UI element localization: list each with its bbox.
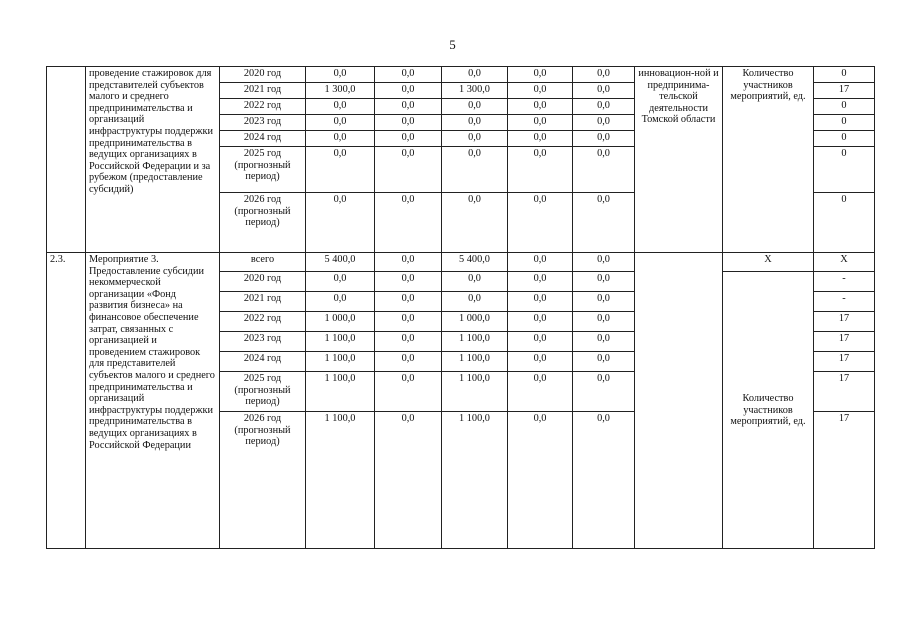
value-cell: 0,0 (573, 352, 635, 372)
indicator-name: Количество участников мероприятий, ед. (723, 272, 814, 549)
value-cell: 1 100,0 (442, 372, 508, 412)
year-cell: 2021 год (220, 83, 306, 99)
year-cell: 2021 год (220, 292, 306, 312)
value-cell: 0,0 (442, 99, 508, 115)
measure-name: Мероприятие 3. Предоставление субсидии некоммерческой организации «Фонд развития бизнеса» на финансовое обеспечение затрат, связанных с организацией и проведением стажировок для представителей субъектов малого и среднего предпринимательства и организаций инфраструктуры поддержки предпринимательства в ведущих организациях в Российской Федерации (86, 253, 220, 549)
value-cell: 1 100,0 (306, 352, 375, 372)
value-cell: 0,0 (442, 115, 508, 131)
value-cell: 0,0 (375, 67, 442, 83)
value-cell: 0,0 (508, 352, 573, 372)
value-cell: 0,0 (442, 193, 508, 253)
value-cell: 0,0 (306, 115, 375, 131)
row-number-cell: 2.3. (47, 253, 86, 549)
value-cell: 0,0 (375, 147, 442, 193)
value-cell: 0,0 (573, 193, 635, 253)
value-cell: 1 100,0 (442, 332, 508, 352)
value-cell: 0,0 (508, 147, 573, 193)
year-cell: 2026 год (прогнозный период) (220, 193, 306, 253)
value-cell: 0,0 (375, 131, 442, 147)
value-cell: 0,0 (375, 412, 442, 549)
value-cell: 1 100,0 (442, 412, 508, 549)
indicator-name: Количество участников мероприятий, ед. (723, 67, 814, 253)
value-cell: 0,0 (508, 332, 573, 352)
value-cell: 0,0 (573, 332, 635, 352)
value-cell: 0,0 (508, 272, 573, 292)
row-number-cell (47, 67, 86, 253)
year-cell: 2024 год (220, 352, 306, 372)
value-cell: 0,0 (306, 292, 375, 312)
indicator-value: 0 (814, 67, 875, 83)
year-cell: всего (220, 253, 306, 272)
value-cell: 0,0 (375, 115, 442, 131)
indicator-value: 17 (814, 352, 875, 372)
year-cell: 2020 год (220, 272, 306, 292)
executor-cell: инновацион-ной и предпринима-тельской деятельности Томской области (635, 67, 723, 253)
value-cell: 0,0 (573, 99, 635, 115)
indicator-value: 17 (814, 372, 875, 412)
indicator-value: X (814, 253, 875, 272)
value-cell: 0,0 (573, 115, 635, 131)
value-cell: 5 400,0 (442, 253, 508, 272)
value-cell: 0,0 (306, 147, 375, 193)
year-cell: 2026 год (прогнозный период) (220, 412, 306, 549)
value-cell: 0,0 (508, 372, 573, 412)
value-cell: 0,0 (375, 99, 442, 115)
value-cell: 1 300,0 (442, 83, 508, 99)
measure-name: проведение стажировок для представителей субъектов малого и среднего предпринимательства и организаций инфраструктуры поддержки предпринимательства в ведущих организациях в Российской Федерации и за рубежом (предоставление субсидий) (86, 67, 220, 253)
program-table (46, 66, 875, 549)
value-cell: 0,0 (508, 131, 573, 147)
value-cell: 1 100,0 (442, 352, 508, 372)
value-cell: 0,0 (573, 83, 635, 99)
indicator-value: 0 (814, 131, 875, 147)
value-cell: 0,0 (508, 253, 573, 272)
value-cell: 0,0 (573, 131, 635, 147)
value-cell: 0,0 (375, 312, 442, 332)
value-cell: 0,0 (442, 147, 508, 193)
year-cell: 2025 год (прогнозный период) (220, 372, 306, 412)
value-cell: 0,0 (306, 131, 375, 147)
value-cell: 0,0 (375, 352, 442, 372)
value-cell: 0,0 (306, 193, 375, 253)
indicator-value: 17 (814, 83, 875, 99)
year-cell: 2022 год (220, 312, 306, 332)
indicator-value: - (814, 272, 875, 292)
value-cell: 0,0 (442, 272, 508, 292)
value-cell: 0,0 (442, 292, 508, 312)
value-cell: 1 000,0 (306, 312, 375, 332)
year-cell: 2023 год (220, 115, 306, 131)
indicator-value: 0 (814, 115, 875, 131)
indicator-value: 0 (814, 193, 875, 253)
value-cell: 0,0 (508, 115, 573, 131)
value-cell: 0,0 (306, 99, 375, 115)
indicator-value: - (814, 292, 875, 312)
value-cell: 0,0 (508, 99, 573, 115)
value-cell: 1 100,0 (306, 412, 375, 549)
value-cell: 0,0 (508, 193, 573, 253)
value-cell: 0,0 (573, 253, 635, 272)
year-cell: 2024 год (220, 131, 306, 147)
indicator-value: 0 (814, 147, 875, 193)
value-cell: 5 400,0 (306, 253, 375, 272)
executor-cell (635, 253, 723, 549)
value-cell: 0,0 (573, 272, 635, 292)
indicator-value: 0 (814, 99, 875, 115)
value-cell: 0,0 (508, 312, 573, 332)
value-cell: 0,0 (508, 292, 573, 312)
value-cell: 0,0 (375, 193, 442, 253)
value-cell: 0,0 (573, 292, 635, 312)
value-cell: 0,0 (573, 147, 635, 193)
value-cell: 0,0 (375, 253, 442, 272)
indicator-name: X (723, 253, 814, 272)
value-cell: 0,0 (375, 272, 442, 292)
value-cell: 0,0 (573, 412, 635, 549)
table-row (47, 253, 875, 272)
value-cell: 1 000,0 (442, 312, 508, 332)
value-cell: 0,0 (442, 131, 508, 147)
value-cell: 0,0 (442, 67, 508, 83)
value-cell: 1 300,0 (306, 83, 375, 99)
value-cell: 0,0 (306, 272, 375, 292)
value-cell: 0,0 (573, 67, 635, 83)
year-cell: 2025 год (прогнозный период) (220, 147, 306, 193)
indicator-value: 17 (814, 312, 875, 332)
value-cell: 0,0 (306, 67, 375, 83)
indicator-value: 17 (814, 332, 875, 352)
indicator-value: 17 (814, 412, 875, 549)
value-cell: 0,0 (375, 372, 442, 412)
value-cell: 0,0 (508, 83, 573, 99)
value-cell: 0,0 (573, 372, 635, 412)
value-cell: 1 100,0 (306, 372, 375, 412)
table-row (47, 67, 875, 83)
year-cell: 2020 год (220, 67, 306, 83)
value-cell: 0,0 (375, 292, 442, 312)
value-cell: 0,0 (573, 312, 635, 332)
value-cell: 0,0 (508, 67, 573, 83)
year-cell: 2022 год (220, 99, 306, 115)
value-cell: 0,0 (508, 412, 573, 549)
page-number: 5 (449, 37, 456, 52)
value-cell: 0,0 (375, 83, 442, 99)
value-cell: 1 100,0 (306, 332, 375, 352)
year-cell: 2023 год (220, 332, 306, 352)
value-cell: 0,0 (375, 332, 442, 352)
